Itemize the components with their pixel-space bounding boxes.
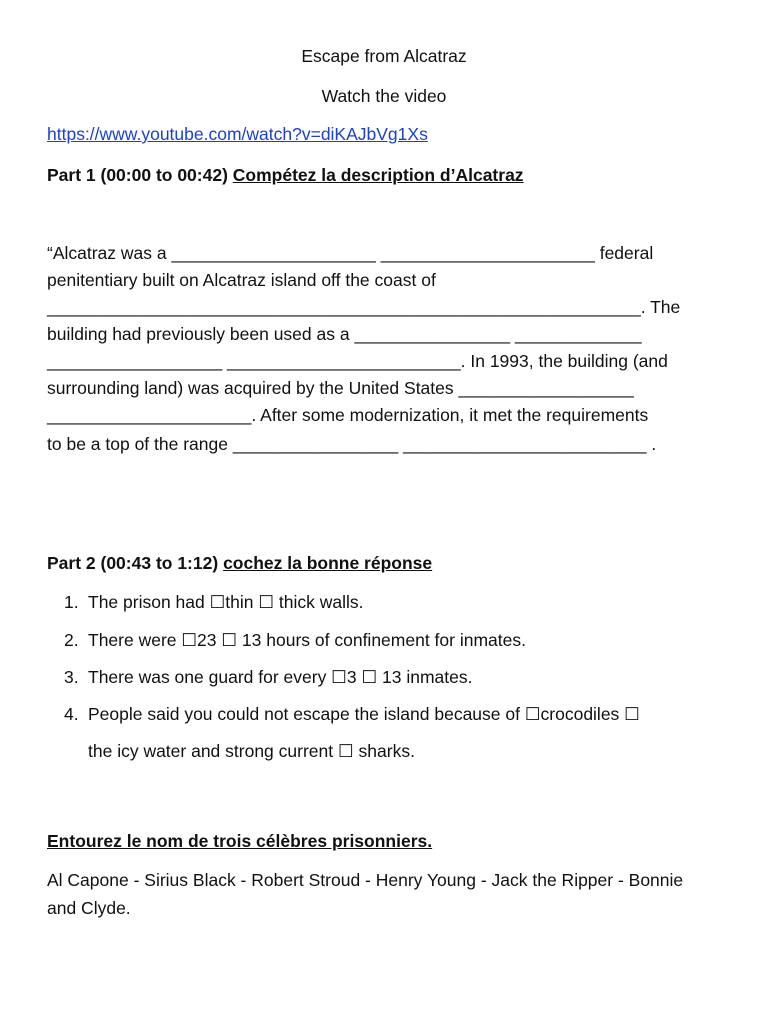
part1-label: Part 1 (00:00 to 00:42) [47, 165, 228, 185]
paragraph-line: _____________________. After some modernization, it met the requirements [47, 405, 649, 425]
question-text[interactable]: People said you could not escape the island because of ☐crocodiles ☐ [88, 704, 640, 724]
question-text[interactable]: There were ☐23 ☐ 13 hours of confinement for inmates. [88, 630, 526, 650]
list-number: 3. [64, 667, 79, 687]
paragraph-line: surrounding land) was acquired by the United States __________________ [47, 378, 634, 398]
list-number: 4. [64, 704, 79, 724]
list-item [64, 630, 526, 651]
paragraph-line: _____________________________________________________________. The [47, 297, 681, 317]
part3-heading: Entourez le nom de trois célèbres prisonniers. [47, 831, 433, 851]
list-item [64, 704, 640, 725]
list-number: 1. [64, 592, 79, 612]
list-item [64, 592, 364, 613]
worksheet-title: Escape from Alcatraz [301, 46, 467, 66]
question-text[interactable]: There was one guard for every ☐3 ☐ 13 inmates. [88, 667, 473, 687]
paragraph-line: to be a top of the range _________________ _________________________ . [47, 434, 657, 454]
list-number: 2. [64, 630, 79, 650]
part2-label: Part 2 (00:43 to 1:12) [47, 553, 219, 573]
paragraph-line: penitentiary built on Alcatraz island off the coast of [47, 270, 436, 290]
video-link[interactable]: https://www.youtube.com/watch?v=diKAJbVg1Xs [47, 124, 428, 144]
paragraph-line: building had previously been used as a ________________ _____________ [47, 324, 642, 344]
question-continuation[interactable]: the icy water and strong current ☐ sharks. [88, 741, 415, 761]
part2-instruction: cochez la bonne réponse [223, 553, 433, 573]
part2-heading [47, 553, 432, 574]
list-item [64, 667, 472, 688]
paragraph-line: __________________ ________________________. In 1993, the building (and [47, 351, 668, 371]
part1-instruction: Compétez la description d’Alcatraz [232, 165, 524, 185]
prisoner-names-line[interactable]: Al Capone - Sirius Black - Robert Stroud - Henry Young - Jack the Ripper - Bonnie [47, 870, 684, 890]
part1-heading [47, 165, 524, 186]
question-text[interactable]: The prison had ☐thin ☐ thick walls. [88, 592, 364, 612]
paragraph-line: “Alcatraz was a _____________________ ______________________ federal [47, 243, 654, 263]
worksheet-subtitle: Watch the video [321, 86, 447, 106]
prisoner-names-line[interactable]: and Clyde. [47, 898, 131, 918]
